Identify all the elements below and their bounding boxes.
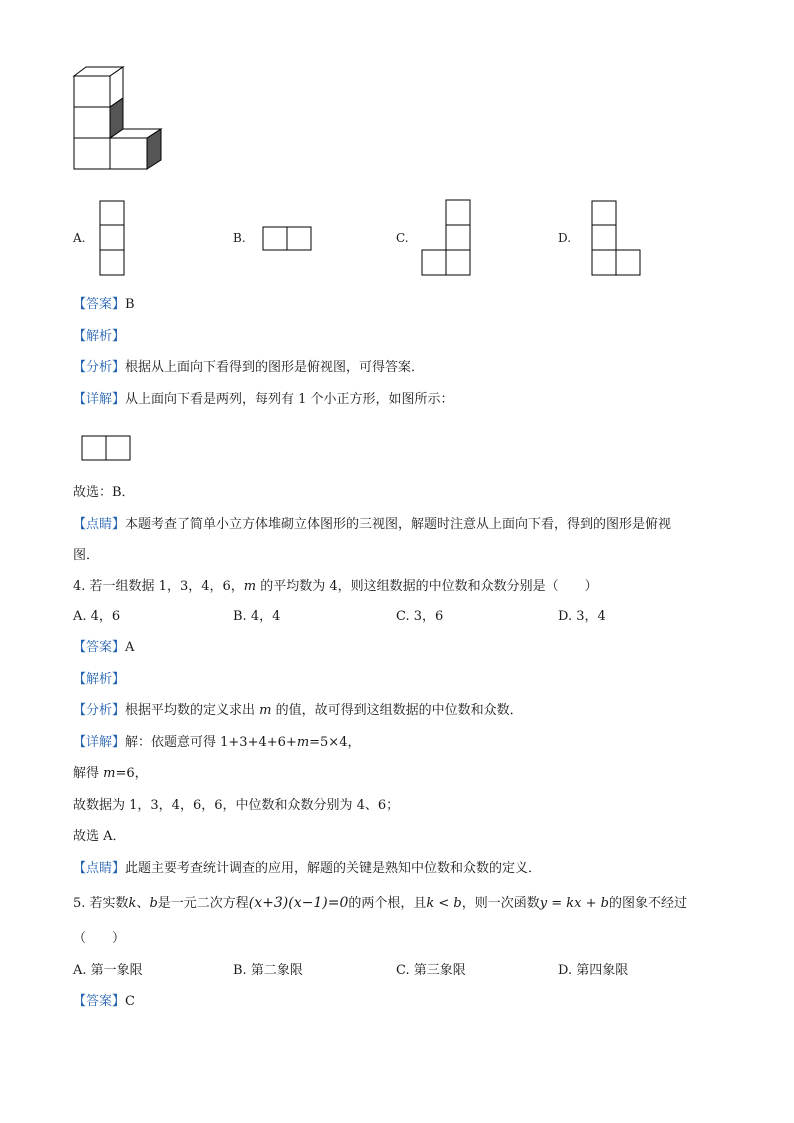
q4-option-b[interactable]: B. 4，4: [233, 609, 281, 624]
q4-stem-part: 的平均数为 4，则这组数据的中位数和众数分别是（ ）: [256, 579, 598, 594]
var-m: m: [296, 735, 310, 750]
answer-tag: 【答案】: [73, 640, 126, 655]
fenxi-text: 根据从上面向下看得到的图形是俯视图，可得答案．: [125, 360, 425, 375]
q4-option-a[interactable]: A. 4，6: [73, 609, 121, 624]
q4-option-c[interactable]: C. 3，6: [396, 609, 444, 624]
q5-option-a[interactable]: A. 第一象限: [73, 963, 143, 978]
q4-xiangjie: [73, 734, 360, 752]
q3-dianjing: [73, 516, 671, 534]
solve-text: =6，: [115, 766, 148, 781]
xiangjie-text: =5×4，: [309, 735, 361, 750]
q5-stem-part: 的图象不经过: [608, 896, 687, 911]
var-m: m: [243, 579, 257, 594]
fenxi-text: 的值，故可得到这组数据的中位数和众数．: [271, 703, 523, 718]
xiangjie-tag: 【详解】: [73, 392, 126, 407]
q4-option-d[interactable]: D. 3，4: [558, 609, 606, 624]
xiangjie-text: 从上面向下看是两列，每列有 1 个小正方形，如图所示：: [125, 392, 454, 407]
q5-stem-part: 是一元二次方程: [157, 896, 249, 911]
option-b-label[interactable]: B.: [233, 231, 246, 245]
q5-stem-paren: （ ）: [73, 931, 126, 946]
q5-stem-part: ，则一次函数: [461, 896, 540, 911]
q4-stem-part: 4. 若一组数据 1，3，4，6，: [73, 579, 244, 594]
answer-value: C: [125, 994, 135, 1009]
q4-answer: [73, 639, 134, 657]
q5-stem-part: 5. 若实数: [73, 896, 129, 911]
xiangjie-tag: 【详解】: [73, 735, 126, 750]
solve-text: 解得: [73, 766, 104, 781]
q4-conclusion: 故选 A．: [73, 829, 126, 844]
q4-stem: [73, 578, 598, 596]
answer-tag: 【答案】: [73, 994, 126, 1009]
option-c-label[interactable]: C.: [396, 231, 409, 245]
q5-option-d[interactable]: D. 第四象限: [558, 963, 629, 978]
fenxi-tag: 【分析】: [73, 703, 126, 718]
q4-dianjing: [73, 860, 541, 878]
var-m: m: [259, 703, 272, 718]
dianjing-tag: 【点睛】: [73, 861, 126, 876]
top-view-figure: [0, 0, 794, 470]
var-k: k: [128, 896, 137, 911]
equation: (x+3)(x−1)=0: [248, 895, 349, 911]
analysis-tag: 【解析】: [73, 672, 126, 687]
q5-option-b[interactable]: B. 第二象限: [233, 963, 303, 978]
q5-stem-part: 、: [136, 896, 150, 911]
var-m: m: [103, 766, 116, 781]
q5-answer: [73, 993, 135, 1011]
var-b: b: [149, 896, 158, 911]
dianjing-tag: 【点睛】: [73, 517, 126, 532]
answer-tag: 【答案】: [73, 297, 126, 312]
q5-stem-part: 的两个根，且: [348, 896, 427, 911]
q4-data-line: 故数据为 1，3，4，6，6，中位数和众数分别为 4、6；: [73, 798, 400, 813]
dianjing-text: 此题主要考查统计调查的应用，解题的关键是熟知中位数和众数的定义．: [125, 861, 542, 876]
q4-solve: [73, 765, 148, 783]
analysis-tag: 【解析】: [73, 329, 126, 344]
fenxi-tag: 【分析】: [73, 360, 126, 375]
option-d-label[interactable]: D.: [558, 231, 572, 245]
q3-conclusion: 故选：B．: [73, 485, 135, 500]
answer-value: B: [125, 297, 135, 312]
xiangjie-text: 解：依题意可得 1+3+4+6+: [125, 735, 297, 750]
q5-stem: [73, 894, 687, 913]
fenxi-text: 根据平均数的定义求出: [125, 703, 260, 718]
inequality: k < b: [426, 896, 462, 911]
q4-analysis-heading: [73, 671, 125, 689]
q3-dianjing-cont: 图．: [73, 548, 100, 563]
option-a-label[interactable]: A.: [73, 231, 86, 245]
q5-option-c[interactable]: C. 第三象限: [396, 963, 466, 978]
answer-value: A: [125, 640, 135, 655]
dianjing-text: 本题考查了简单小立方体堆砌立体图形的三视图，解题时注意从上面向下看，得到的图形是俯视: [125, 517, 672, 532]
q4-fenxi: [73, 702, 523, 720]
linear-function: y = kx + b: [539, 896, 609, 911]
